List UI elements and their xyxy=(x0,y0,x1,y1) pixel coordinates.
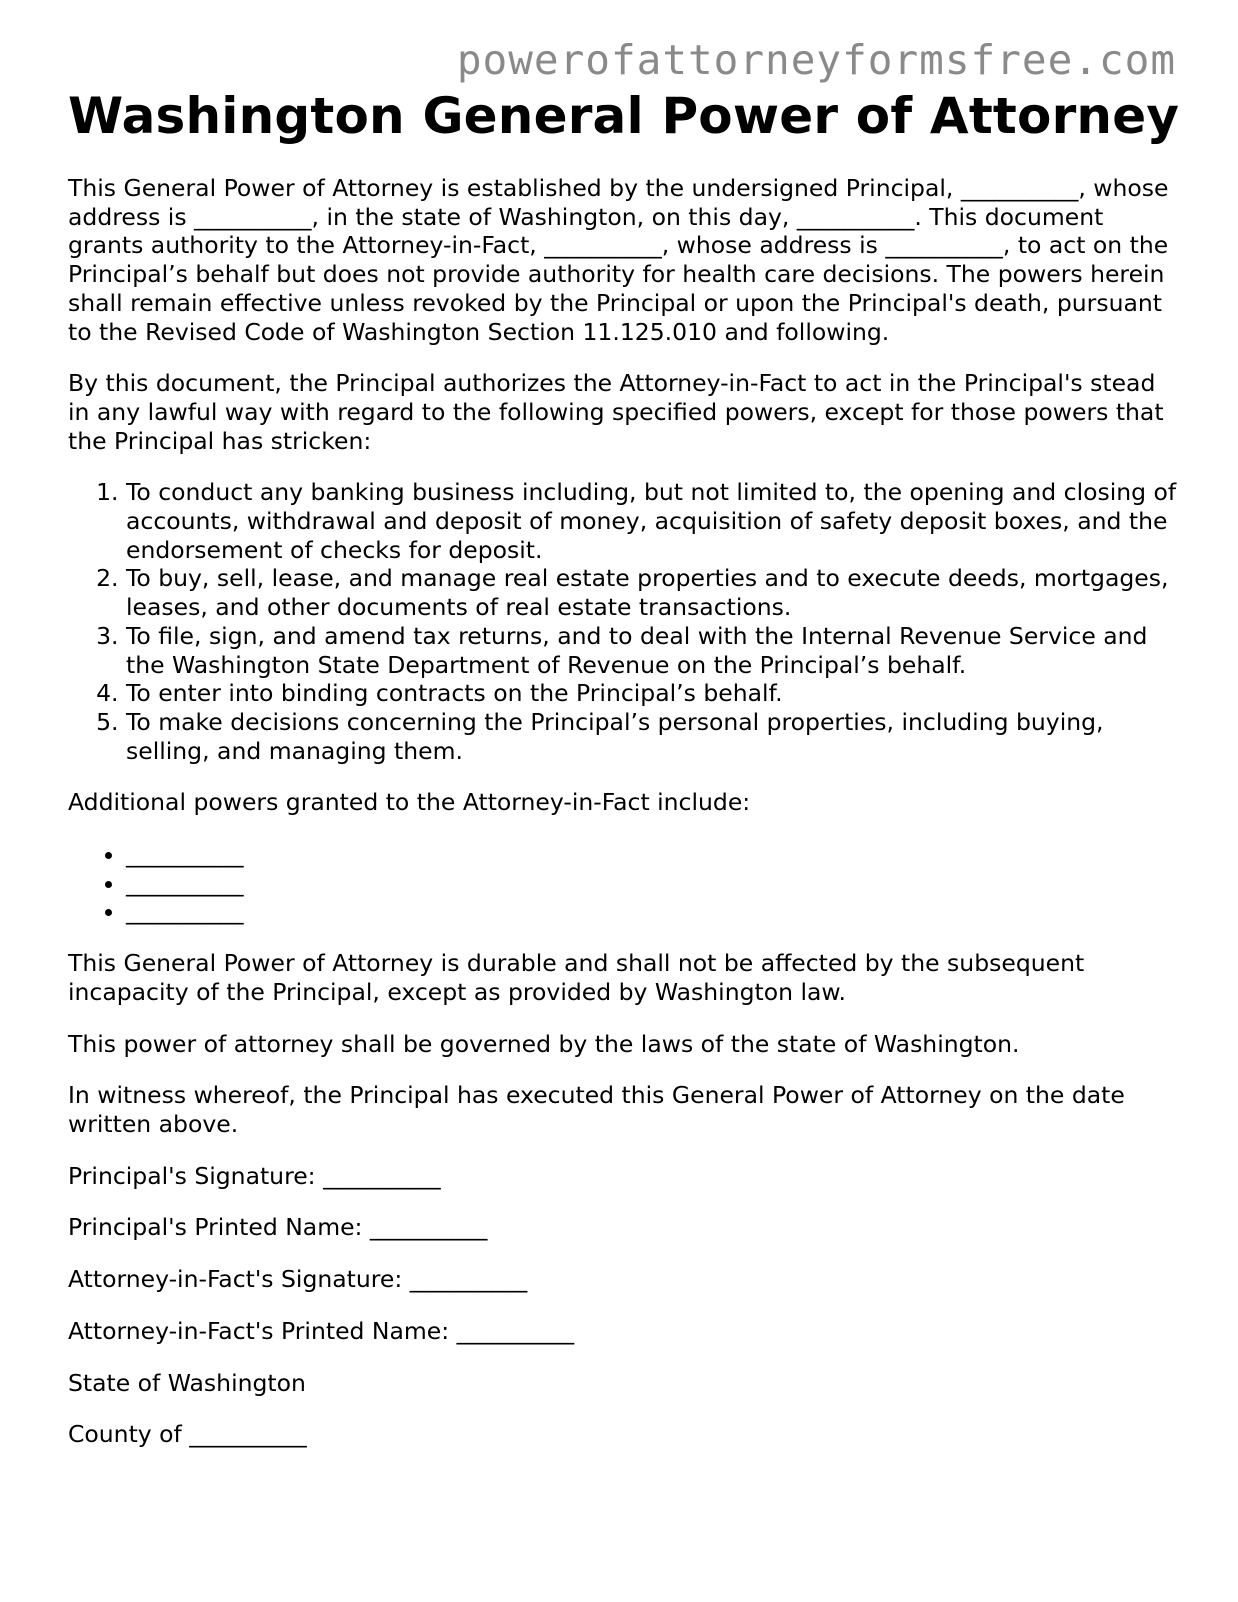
witness-paragraph: In witness whereof, the Principal has executed this General Power of Attorney on the date written above. xyxy=(68,1081,1125,1138)
intro-paragraph: This General Power of Attorney is established by the undersigned Principal, __________, whose address is __________, in the state of Washington, on this day, __________. This document grants authority to the Attorney-in-Fact, __________, whose address is __________, to act on the Principal’s behalf but does not provide authority for health care decisions. The powers herein shall remain effective unless revoked by the Principal or upon the Principal's death, pursuant to the Revised Code of Washington Section 11.125.010 and following. xyxy=(68,174,1169,346)
site-watermark: powerofattorneyformsfree.com xyxy=(456,36,1176,84)
power-item-real-estate: 2. To buy, sell, lease, and manage real estate properties and to execute deeds, mortgages, leases, and other documents of real estate transactions. xyxy=(126,564,1178,621)
principal-printed-name-line: Principal's Printed Name: __________ xyxy=(68,1213,488,1242)
additional-powers-intro: Additional powers granted to the Attorney-in-Fact include: xyxy=(68,788,751,817)
notary-county-line: County of __________ xyxy=(68,1420,307,1449)
attorney-signature-line: Attorney-in-Fact's Signature: __________ xyxy=(68,1265,528,1294)
additional-power-blank: • __________ xyxy=(126,840,1178,869)
power-item-contracts: 4. To enter into binding contracts on the Principal’s behalf. xyxy=(126,679,1178,708)
powers-list xyxy=(68,478,1178,765)
governing-law-paragraph: This power of attorney shall be governed by the laws of the state of Washington. xyxy=(68,1029,1020,1058)
durability-paragraph: This General Power of Attorney is durable and shall not be affected by the subsequent incapacity of the Principal, except as provided by Washington law. xyxy=(68,949,1085,1006)
document-page xyxy=(68,86,1178,1449)
notary-state: State of Washington xyxy=(68,1368,306,1397)
additional-power-blank: • __________ xyxy=(126,897,1178,926)
power-item-banking: 1. To conduct any banking business including, but not limited to, the opening and closing of accounts, withdrawal and deposit of money, acquisition of safety deposit boxes, and the endorsement of checks for deposit. xyxy=(126,478,1178,564)
principal-signature-line: Principal's Signature: __________ xyxy=(68,1161,441,1190)
additional-power-blank: • __________ xyxy=(126,869,1178,898)
power-item-taxes: 3. To file, sign, and amend tax returns, and to deal with the Internal Revenue Service and the Washington State Department of Revenue on the Principal’s behalf. xyxy=(126,622,1178,679)
document-title: Washington General Power of Attorney xyxy=(68,87,1180,145)
attorney-printed-name-line: Attorney-in-Fact's Printed Name: __________ xyxy=(68,1316,575,1345)
power-item-personal-property: 5. To make decisions concerning the Principal’s personal properties, including buying, selling, and managing them. xyxy=(126,708,1178,765)
authorization-paragraph: By this document, the Principal authorizes the Attorney-in-Fact to act in the Principal's stead in any lawful way with regard to the following specified powers, except for those powers that the Principal has stricken: xyxy=(68,369,1164,455)
additional-powers-list xyxy=(68,840,1178,926)
